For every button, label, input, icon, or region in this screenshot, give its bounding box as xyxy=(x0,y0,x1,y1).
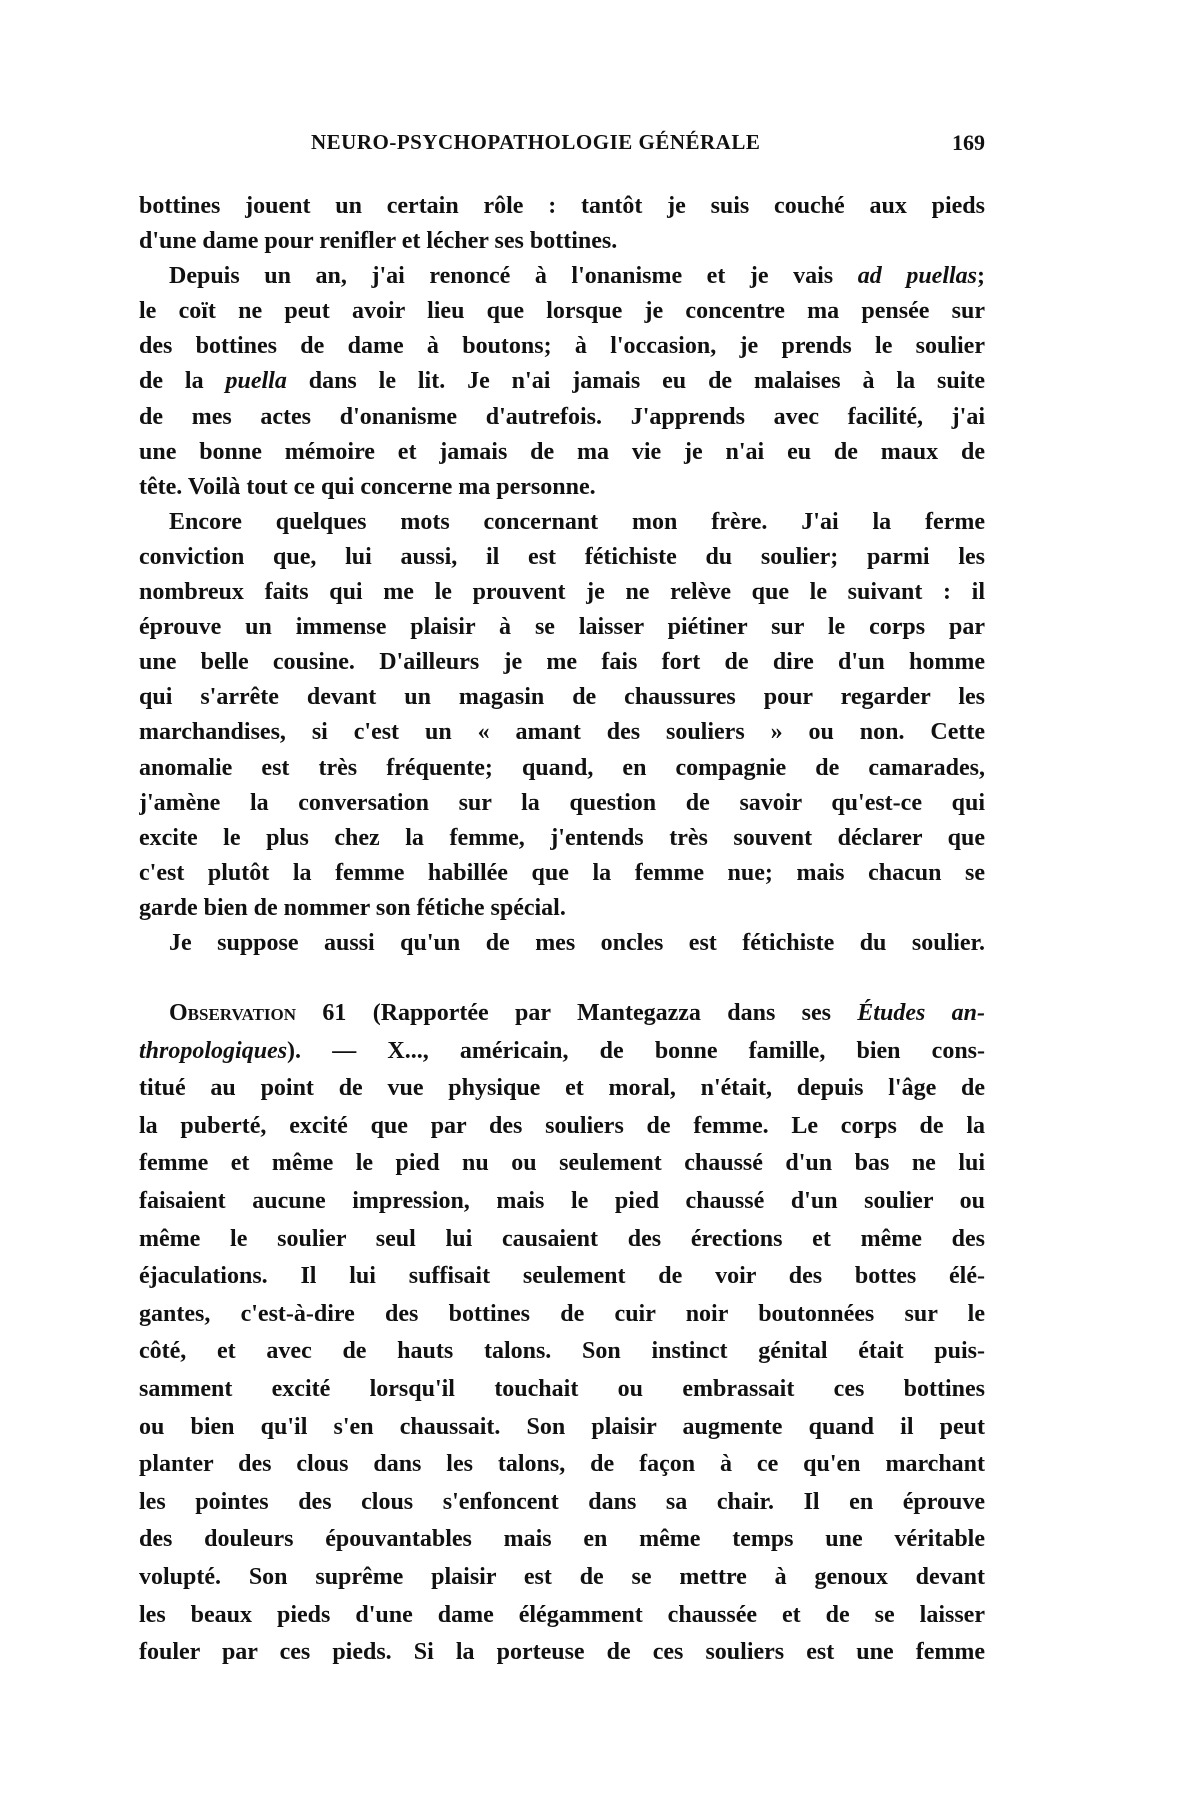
text-line xyxy=(139,1409,985,1447)
text-segment: qui s'arrête devant un magasin de chaussures pour regarder les xyxy=(139,684,985,711)
text-line xyxy=(139,224,985,259)
text-line xyxy=(139,400,985,435)
text-segment: Depuis un an, j'ai renoncé à l'onanisme et je vais xyxy=(169,263,858,290)
text-line xyxy=(139,1296,985,1334)
text-segment: fouler par ces pieds. Si la porteuse de ces souliers est une femme xyxy=(139,1639,985,1666)
text-segment: les pointes des clous s'enfoncent dans sa chair. Il en éprouve xyxy=(139,1488,985,1515)
text-line xyxy=(139,189,985,224)
text-segment: ; xyxy=(977,263,985,290)
text-line xyxy=(139,470,985,505)
text-line xyxy=(139,926,985,961)
text-line xyxy=(139,1033,985,1071)
italic-text: ad puellas xyxy=(857,263,977,290)
text-segment: de la xyxy=(139,368,226,395)
text-segment: nombreux faits qui me le prouvent je ne relève que le suivant : il xyxy=(139,579,985,606)
text-line xyxy=(139,715,985,750)
text-segment: de mes actes d'onanisme d'autrefois. J'apprends avec facilité, j'ai xyxy=(139,403,985,430)
text-segment: anomalie est très fréquente; quand, en compagnie de camarades, xyxy=(139,754,985,781)
letter-text-block xyxy=(139,189,985,961)
text-line xyxy=(139,1484,985,1522)
text-line xyxy=(139,856,985,891)
text-segment: le coït ne peut avoir lieu que lorsque je concentre ma pensée sur xyxy=(139,298,985,325)
text-line xyxy=(139,364,985,399)
text-segment: bottines jouent un certain rôle : tantôt je suis couché aux pieds xyxy=(139,193,985,219)
text-line xyxy=(139,1446,985,1484)
text-segment: Je suppose aussi qu'un de mes oncles est fétichiste du soulier. xyxy=(169,929,985,956)
text-segment: côté, et avec de hauts talons. Son instinct génital était puis- xyxy=(139,1338,985,1365)
text-line xyxy=(139,540,985,575)
italic-text: thropologiques xyxy=(139,1037,288,1064)
text-line xyxy=(139,680,985,715)
text-line xyxy=(139,1597,985,1635)
text-segment: titué au point de vue physique et moral, n'était, depuis l'âge de xyxy=(139,1075,985,1102)
text-segment: marchandises, si c'est un « amant des souliers » ou non. Cette xyxy=(139,719,985,746)
text-line xyxy=(139,435,985,470)
text-segment: samment excité lorsqu'il touchait ou embrassait ces bottines xyxy=(139,1375,985,1402)
observation-61-block xyxy=(139,995,985,1672)
text-line xyxy=(139,645,985,680)
text-line xyxy=(139,294,985,329)
text-segment: même le soulier seul lui causaient des érections et même des xyxy=(139,1225,985,1252)
text-segment: la puberté, excité que par des souliers de femme. Le corps de la xyxy=(139,1112,985,1139)
text-segment: conviction que, lui aussi, il est fétichiste du soulier; parmi les xyxy=(139,543,985,570)
page-number: 169 xyxy=(952,130,985,155)
text-segment: dans le lit. Je n'ai jamais eu de malaises à la suite xyxy=(286,368,985,395)
text-segment: des bottines de dame à boutons; à l'occasion, je prends le soulier xyxy=(139,333,985,360)
text-segment: une bonne mémoire et jamais de ma vie je n'ai eu de maux de xyxy=(139,438,985,465)
text-segment: femme et même le pied nu ou seulement chaussé d'un bas ne lui xyxy=(139,1150,985,1177)
text-line xyxy=(139,1559,985,1597)
text-line xyxy=(139,1183,985,1221)
text-line xyxy=(139,1108,985,1146)
text-segment: Encore quelques mots concernant mon frère. J'ai la ferme xyxy=(169,508,985,535)
text-line xyxy=(139,1333,985,1371)
text-line xyxy=(139,610,985,645)
text-line xyxy=(139,505,985,540)
italic-text: puella xyxy=(225,368,287,395)
text-segment: planter des clous dans les talons, de façon à ce qu'en marchant xyxy=(139,1451,985,1478)
text-line xyxy=(139,1371,985,1409)
text-segment: (Rapportée par Mantegazza dans ses xyxy=(346,1000,858,1026)
text-line xyxy=(139,821,985,856)
text-segment: j'amène la conversation sur la question de savoir qu'est-ce qui xyxy=(139,789,985,816)
text-line xyxy=(139,575,985,610)
text-segment: garde bien de nommer son fétiche spécial. xyxy=(139,894,566,921)
text-line xyxy=(139,1634,985,1672)
text-line xyxy=(139,891,985,926)
text-segment: une belle cousine. D'ailleurs je me fais fort de dire d'un homme xyxy=(139,649,985,676)
text-segment: c'est plutôt la femme habillée que la femme nue; mais chacun se xyxy=(139,859,985,886)
text-segment: ou bien qu'il s'en chaussait. Son plaisir augmente quand il peut xyxy=(139,1413,985,1440)
text-segment: faisaient aucune impression, mais le pied chaussé d'un soulier ou xyxy=(139,1187,985,1214)
text-segment: ). — X..., américain, de bonne famille, bien cons- xyxy=(287,1037,985,1064)
text-line xyxy=(139,751,985,786)
text-segment: les beaux pieds d'une dame élégamment chaussée et de se laisser xyxy=(139,1601,985,1628)
running-header xyxy=(139,130,985,164)
text-segment: des douleurs épouvantables mais en même temps une véritable xyxy=(139,1526,985,1553)
text-line xyxy=(139,1258,985,1296)
text-line xyxy=(139,786,985,821)
running-title: NEURO-PSYCHOPATHOLOGIE GÉNÉRALE xyxy=(311,130,761,154)
italic-text: Études an- xyxy=(857,1000,985,1026)
text-segment: gantes, c'est-à-dire des bottines de cuir noir boutonnées sur le xyxy=(139,1300,985,1327)
text-line xyxy=(139,995,985,1033)
text-line xyxy=(139,1070,985,1108)
text-line xyxy=(139,259,985,294)
text-segment: éjaculations. Il lui suffisait seulement de voir des bottes élé- xyxy=(139,1263,985,1290)
text-segment: d'une dame pour renifler et lécher ses bottines. xyxy=(139,228,618,255)
text-segment: éprouve un immense plaisir à se laisser piétiner sur le corps par xyxy=(139,614,985,641)
text-line xyxy=(139,329,985,364)
text-segment: volupté. Son suprême plaisir est de se mettre à genoux devant xyxy=(139,1563,985,1590)
text-segment: excite le plus chez la femme, j'entends très souvent déclarer que xyxy=(139,824,985,851)
text-line xyxy=(139,1145,985,1183)
text-line xyxy=(139,1221,985,1259)
small-caps-heading: Observation 61 xyxy=(169,1000,347,1026)
text-line xyxy=(139,1521,985,1559)
text-segment: tête. Voilà tout ce qui concerne ma personne. xyxy=(139,473,596,500)
